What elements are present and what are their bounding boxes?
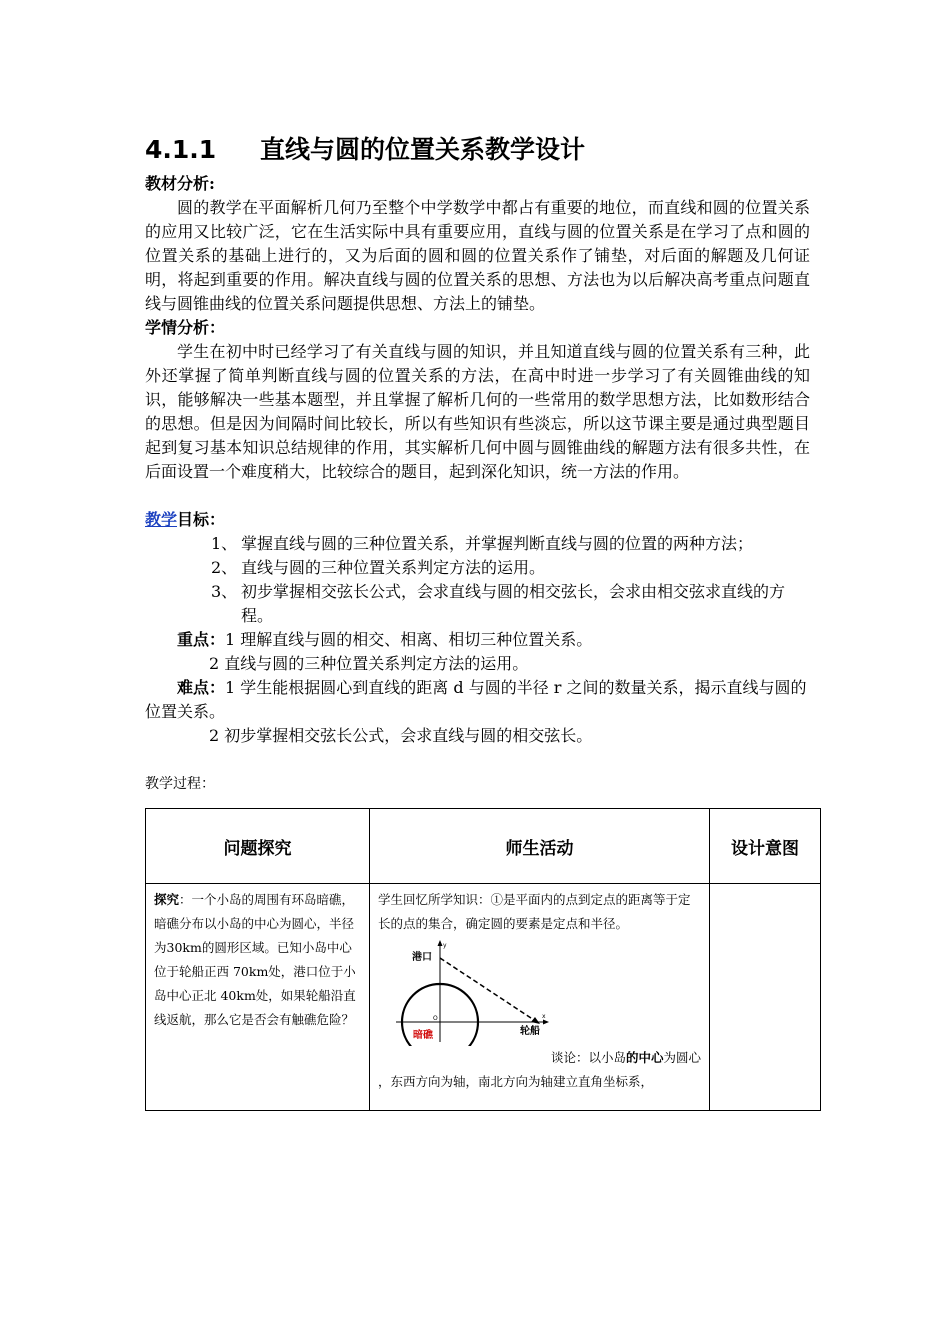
goal-item-2 bbox=[145, 556, 810, 580]
goal-item-1 bbox=[145, 532, 810, 556]
island-diagram bbox=[390, 938, 550, 1046]
key-line-1: 1 理解直线与圆的相交、相离、相切三种位置关系。 bbox=[225, 630, 593, 649]
label-ship: 轮船 bbox=[520, 1026, 540, 1037]
goals-heading-rest: 目标： bbox=[177, 510, 226, 529]
talk-bold: 的中心 bbox=[625, 1050, 664, 1065]
label-port: 港口 bbox=[412, 952, 432, 963]
activity-text: 学生回忆所学知识：①是平面内的点到定点的距离等于定长的点的集合，确定圆的要素是定点和半径。 bbox=[378, 892, 691, 931]
y-axis-arrow bbox=[438, 940, 443, 946]
talk-line-2: ，东西方向为轴，南北方向为轴建立直角坐标系， bbox=[378, 1074, 654, 1089]
doc-title bbox=[145, 128, 810, 172]
goal-number: 2、 bbox=[211, 558, 238, 577]
explore-label: 探究 bbox=[154, 892, 180, 907]
key-point-2: 2 直线与圆的三种位置关系判定方法的运用。 bbox=[209, 654, 529, 673]
header-design: 设计意图 bbox=[710, 809, 821, 884]
goals-heading bbox=[145, 508, 810, 532]
label-axis-y: y bbox=[443, 942, 447, 949]
process-table bbox=[145, 808, 821, 1111]
label-reef: 暗礁 bbox=[413, 1030, 433, 1041]
goal-number: 1、 bbox=[211, 534, 238, 553]
key-point-1 bbox=[145, 628, 810, 652]
key-label: 重点： bbox=[177, 630, 226, 649]
goal-text: 直线与圆的三种位置关系判定方法的运用。 bbox=[241, 558, 546, 577]
header-explore: 问题探究 bbox=[146, 809, 370, 884]
label-axis-x: x bbox=[542, 1013, 546, 1020]
goals-list bbox=[145, 532, 810, 628]
goal-text: 掌握直线与圆的三种位置关系，并掌握判断直线与圆的位置的两种方法； bbox=[241, 534, 754, 553]
activity-cell bbox=[370, 884, 710, 1111]
goal-item-3 bbox=[145, 580, 810, 628]
section-number: 4.1.1 bbox=[145, 135, 217, 164]
return-route bbox=[440, 958, 537, 1022]
title-text: 直线与圆的位置关系教学设计 bbox=[260, 135, 586, 164]
goals-heading-link[interactable]: 教学 bbox=[145, 510, 178, 529]
ship-arrow bbox=[531, 1017, 540, 1024]
header-activity: 师生活动 bbox=[370, 809, 710, 884]
difficult-line-1: 1 学生能根据圆心到直线的距离 d 与圆的半径 r 之间的数量关系，揭示直线与圆的位置关系。 bbox=[145, 678, 807, 721]
design-cell bbox=[710, 884, 821, 1111]
talk-suffix-part1: 为圆心 bbox=[663, 1050, 701, 1065]
process-label: 教学过程： bbox=[145, 776, 215, 792]
label-origin: O bbox=[433, 1015, 438, 1022]
difficult-label: 难点： bbox=[177, 678, 226, 697]
talk-prefix: 谈论：以小岛 bbox=[550, 1050, 626, 1065]
material-paragraph: 圆的教学在平面解析几何乃至整个中学数学中都占有重要的地位，而直线和圆的位置关系的应用又比较广泛，它在生活实际中具有重要应用，直线与圆的位置关系是在学习了点和圆的位置关系的基础上进行的，又为后面的圆和圆的位置关系作了铺垫，对后面的解题及几何证明，将起到重要的作用。解决直线与圆的位置关系的思想、方法也为以后解决高考重点问题直线与圆锥曲线的位置关系问题提供思想、方法上的铺垫。 bbox=[145, 198, 810, 313]
students-heading: 学情分析： bbox=[145, 318, 226, 337]
table-header-row bbox=[146, 809, 821, 884]
goal-text: 初步掌握相交弦长公式，会求直线与圆的相交弦长，会求由相交弦求直线的方程。 bbox=[241, 582, 786, 625]
explore-text: ：一个小岛的周围有环岛暗礁，暗礁分布以小岛的中心为圆心，半径为30km的圆形区域。已知小岛中心位于轮船正西 70km处，港口位于小岛中心正北 40km处，如果轮船沿直线返航，那么它是否会有触礁危险？ bbox=[154, 892, 356, 1027]
difficult-point-1 bbox=[145, 676, 810, 724]
table-row bbox=[146, 884, 821, 1111]
difficult-point-2: 2 初步掌握相交弦长公式，会求直线与圆的相交弦长。 bbox=[209, 726, 593, 745]
goal-number: 3、 bbox=[211, 582, 238, 601]
talk-line-1 bbox=[378, 1046, 701, 1070]
x-axis-arrow bbox=[543, 1020, 549, 1025]
students-paragraph: 学生在初中时已经学习了有关直线与圆的知识，并且知道直线与圆的位置关系有三种，此外还掌握了简单判断直线与圆的位置关系的方法，在高中时进一步学习了有关圆锥曲线的知识，能够解决一些基本题型，并且掌握了解析几何的一些常用的数学思想方法，比如数形结合的思想。但是因为间隔时间比较长，所以有些知识有些淡忘，所以这节课主要是通过典型题目起到复习基本知识总结规律的作用，其实解析几何中圆与圆锥曲线的解题方法有很多共性，在后面设置一个难度稍大，比较综合的题目，起到深化知识，统一方法的作用。 bbox=[145, 342, 810, 481]
explore-cell bbox=[146, 884, 370, 1111]
document-page bbox=[145, 128, 810, 1111]
material-heading: 教材分析: bbox=[145, 174, 215, 193]
